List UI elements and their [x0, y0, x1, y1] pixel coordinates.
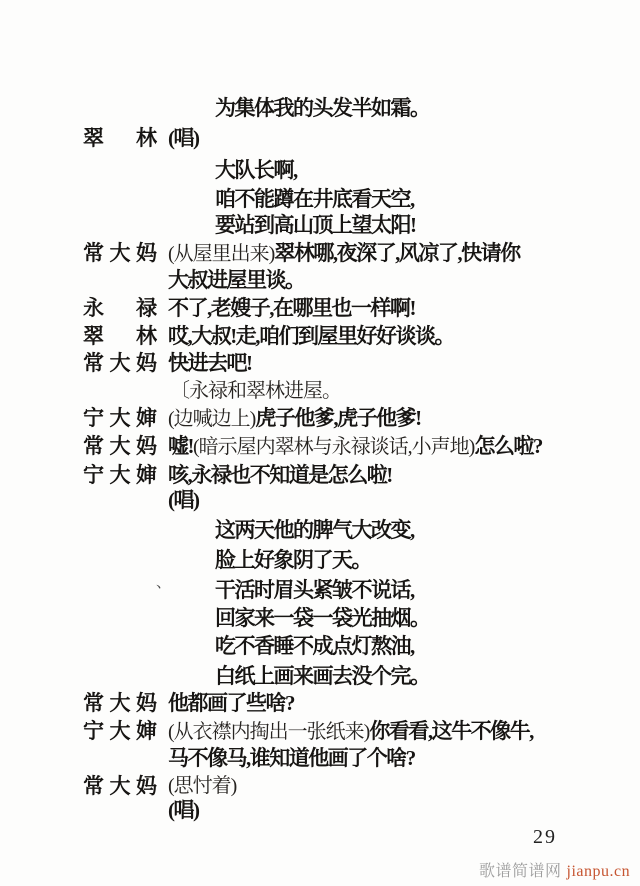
script-line	[0, 633, 640, 661]
speaker-name: 宁大婶	[83, 406, 157, 430]
watermark	[479, 858, 630, 881]
script-line	[0, 547, 640, 575]
lyric-line	[215, 186, 414, 215]
script-line	[0, 95, 640, 123]
dialogue-line	[168, 797, 199, 826]
dialogue-continuation-line	[168, 267, 305, 296]
script-line	[0, 577, 640, 605]
script-line	[0, 212, 640, 240]
lyric-line	[215, 633, 414, 662]
script-line	[0, 663, 640, 691]
script-line-with-speaker	[0, 718, 640, 746]
speech-text: 快进去吧!	[168, 351, 252, 375]
script-line-with-speaker	[0, 323, 640, 351]
speech-text: (唱)	[168, 798, 199, 822]
speech-text: 大叔进屋里谈。	[168, 268, 305, 292]
speech-text: 怎么啦?	[474, 434, 542, 458]
script-line-with-speaker	[0, 433, 640, 461]
speech-text: 虎子他爹,虎子他爹!	[255, 406, 421, 430]
script-line	[0, 267, 640, 295]
script-line-with-speaker	[0, 295, 640, 323]
dialogue-line	[168, 433, 542, 462]
lyric-line	[215, 157, 297, 186]
page-number: 29	[533, 826, 557, 848]
stage-direction-text: 〔永禄和翠林进屋。	[170, 380, 341, 402]
speaker-name: 宁大婶	[83, 463, 157, 487]
speech-text: 咳,永禄也不知道是怎么啦!	[168, 463, 392, 487]
dialogue-line	[168, 295, 415, 324]
dialogue-line	[168, 690, 294, 719]
watermark-site-name: 歌谱简谱网	[479, 863, 562, 880]
script-line	[0, 487, 640, 515]
script-line	[0, 186, 640, 214]
speaker-name: 常大妈	[83, 691, 157, 715]
speech-text: 翠林哪,夜深了,风凉了,快请你	[274, 241, 520, 265]
speaker-name: 常大妈	[83, 434, 157, 458]
script-line	[0, 605, 640, 633]
speech-text: 脸上好象阴了天。	[215, 548, 371, 572]
speaker-name: 永 禄	[83, 296, 157, 320]
lyric-line	[215, 605, 430, 634]
speaker-name: 翠 林	[83, 126, 157, 150]
dialogue-line	[168, 405, 421, 434]
stage-direction-text: (思忖着)	[168, 775, 237, 797]
script-line	[0, 797, 640, 825]
speaker-name: 常大妈	[83, 241, 157, 265]
lyric-line	[215, 547, 371, 576]
stage-direction-text: (暗示屋内翠林与永禄谈话,小声地)	[193, 436, 475, 458]
dialogue-line	[168, 240, 520, 269]
speaker-name: 常大妈	[83, 351, 157, 375]
speech-text: 咱不能蹲在井底看天空,	[215, 187, 414, 211]
script-line	[0, 517, 640, 545]
speech-text: 马不像马,谁知道他画了个啥?	[168, 746, 415, 770]
speech-text: 回家来一袋一袋光抽烟。	[215, 606, 430, 630]
speaker-name: 常大妈	[83, 774, 157, 798]
speech-text: 这两天他的脾气大改变,	[215, 518, 414, 542]
lyric-line	[215, 517, 414, 546]
script-line-with-speaker	[0, 462, 640, 490]
lyric-line	[215, 95, 430, 124]
watermark-site-url: jianpu.cn	[566, 863, 631, 880]
speaker-name: 宁大婶	[83, 719, 157, 743]
speech-text: 吃不香睡不成点灯熬油,	[215, 634, 414, 658]
script-line-with-speaker	[0, 125, 640, 153]
script-line	[0, 157, 640, 185]
stage-direction-text: (从衣襟内掏出一张纸来)	[168, 721, 370, 743]
lyric-line	[215, 663, 430, 692]
speech-text: 嘘!	[168, 434, 193, 458]
dialogue-line	[168, 487, 199, 516]
stage-direction-line	[170, 378, 341, 406]
speech-text: 不了,老嫂子,在哪里也一样啊!	[168, 296, 415, 320]
stage-direction-text: (从屋里出来)	[168, 243, 275, 265]
script-line-with-speaker	[0, 690, 640, 718]
script-line-with-speaker	[0, 350, 640, 378]
speech-text: (唱)	[168, 488, 199, 512]
speech-text: 干活时眉头紧皱不说话,	[215, 578, 414, 602]
dialogue-line	[168, 350, 252, 379]
stage-direction-text: (边喊边上)	[168, 408, 256, 430]
lyric-line	[215, 577, 414, 606]
dialogue-line	[168, 125, 199, 154]
speech-text: 大队长啊,	[215, 158, 297, 182]
speaker-name: 翠 林	[83, 324, 157, 348]
speech-text: 你看看,这牛不像牛,	[369, 719, 533, 743]
speech-text: 为集体我的头发半如霜。	[215, 96, 430, 120]
speech-text: (唱)	[168, 126, 199, 150]
lyric-line	[215, 212, 416, 241]
script-line	[0, 378, 640, 406]
script-line-with-speaker	[0, 405, 640, 433]
speech-text: 哎,大叔!走,咱们到屋里好好谈谈。	[168, 324, 454, 348]
script-line	[0, 745, 640, 773]
speech-text: 他都画了些啥?	[168, 691, 294, 715]
stray-ink-mark: 、	[156, 575, 172, 591]
speech-text: 白纸上画来画去没个完。	[215, 664, 430, 688]
dialogue-line	[168, 718, 533, 747]
speech-text: 要站到高山顶上望太阳!	[215, 213, 416, 237]
script-line-with-speaker	[0, 240, 640, 268]
dialogue-line	[168, 323, 454, 352]
dialogue-continuation-line	[168, 745, 415, 774]
